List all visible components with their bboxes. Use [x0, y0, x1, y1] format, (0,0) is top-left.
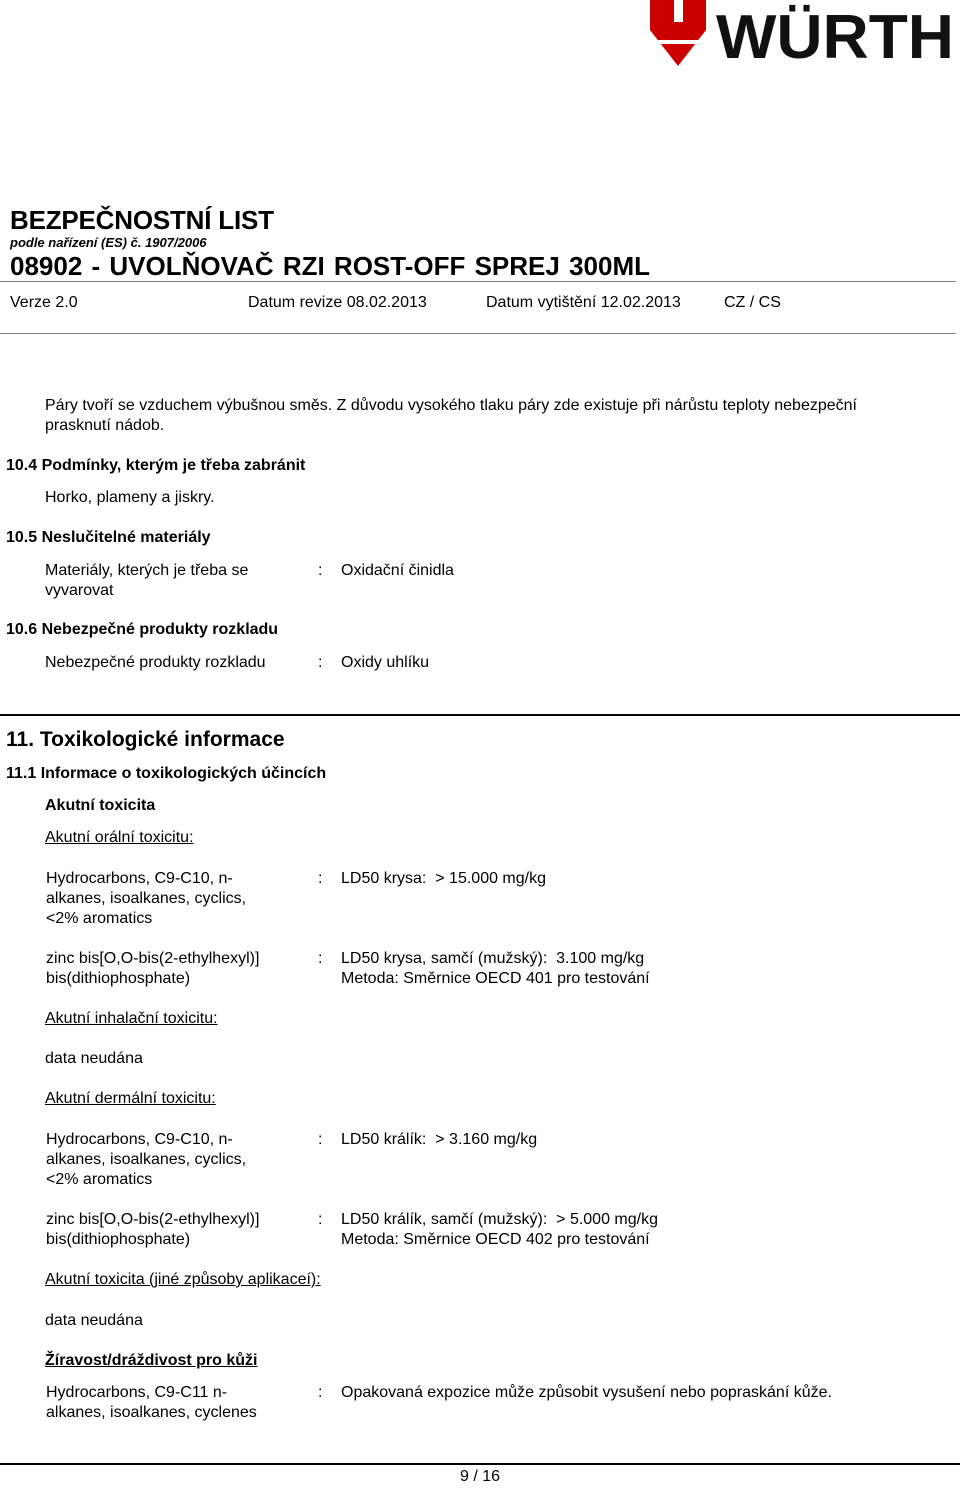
other-routes-no-data: data neudána [45, 1312, 143, 1329]
field-colon: : [318, 950, 323, 967]
subsection-10-5-heading: 10.5 Neslučitelné materiály [6, 529, 211, 546]
acute-inhalation-label: Akutní inhalační toxicitu: [45, 1010, 218, 1027]
inhalation-no-data: data neudána [45, 1050, 143, 1067]
wurth-logo-graphic [648, 0, 958, 66]
reactivity-text-line1: Páry tvoří se vzduchem výbušnou směs. Z důvodu vysokého tlaku páry zde existuje při nárůstu teploty nebezpeční [45, 397, 857, 414]
field-colon: : [318, 654, 323, 671]
revision-date: Datum revize 08.02.2013 [248, 294, 427, 311]
reactivity-text-line2: prasknutí nádob. [45, 417, 165, 434]
field-colon: : [318, 1131, 323, 1148]
incompatible-materials-value: Oxidační činidla [341, 562, 454, 579]
header-divider [0, 281, 956, 282]
substance-name-line: Hydrocarbons, C9-C11 n- [46, 1384, 228, 1401]
acute-other-routes-label: Akutní toxicita (jiné způsoby aplikaceí): [45, 1271, 321, 1288]
oral-ld50-value: LD50 krysa: > 15.000 mg/kg [341, 870, 546, 887]
acute-toxicity-heading: Akutní toxicita [45, 797, 156, 814]
section-divider [0, 714, 960, 716]
substance-name-line: bis(dithiophosphate) [46, 970, 191, 987]
conditions-to-avoid-text: Horko, plameny a jiskry. [45, 489, 215, 506]
substance-name-line: alkanes, isoalkanes, cyclics, [46, 890, 247, 907]
product-name: 08902 - UVOLŇOVAČ RZI ROST-OFF SPREJ 300ML [10, 251, 650, 281]
subsection-11-1-heading: 11.1 Informace o toxikologických účincích [6, 765, 327, 782]
dermal-method-value: Metoda: Směrnice OECD 402 pro testování [341, 1231, 650, 1248]
decomposition-products-label: Nebezpečné produkty rozkladu [45, 654, 266, 671]
field-colon: : [318, 1384, 323, 1401]
dermal-ld50-value: LD50 králík, samčí (mužský): > 5.000 mg/kg [341, 1211, 658, 1228]
oral-ld50-value: LD50 krysa, samčí (mužský): 3.100 mg/kg [341, 950, 645, 967]
meta-divider [0, 333, 956, 334]
subsection-10-4-heading: 10.4 Podmínky, kterým je třeba zabránit [6, 457, 306, 474]
field-colon: : [318, 562, 323, 579]
substance-name-line: zinc bis[O,O-bis(2-ethylhexyl)] [46, 950, 260, 967]
logo-wordmark: WÜRTH [716, 3, 954, 66]
subsection-10-6-heading: 10.6 Nebezpečné produkty rozkladu [6, 621, 279, 638]
substance-name-line: alkanes, isoalkanes, cyclics, [46, 1151, 247, 1168]
incompatible-materials-label-line1: Materiály, kterých je třeba se [45, 562, 249, 579]
oral-method-value: Metoda: Směrnice OECD 401 pro testování [341, 970, 650, 987]
substance-name-line: Hydrocarbons, C9-C10, n- [46, 870, 233, 887]
locale-label: CZ / CS [724, 294, 781, 311]
substance-name-line: bis(dithiophosphate) [46, 1231, 191, 1248]
regulation-reference: podle nařízení (ES) č. 1907/2006 [10, 235, 207, 250]
dermal-ld50-value: LD50 králík: > 3.160 mg/kg [341, 1131, 538, 1148]
skin-effect-value: Opakovaná expozice může způsobit vysušení nebo popraskání kůže. [341, 1384, 832, 1401]
skin-corrosion-heading: Žíravost/dráždivost pro kůži [45, 1352, 258, 1369]
incompatible-materials-label-line2: vyvarovat [45, 582, 114, 599]
acute-dermal-label: Akutní dermální toxicitu: [45, 1090, 216, 1107]
field-colon: : [318, 870, 323, 887]
print-date: Datum vytištění 12.02.2013 [486, 294, 681, 311]
field-colon: : [318, 1211, 323, 1228]
decomposition-products-value: Oxidy uhlíku [341, 654, 430, 671]
wurth-logo [648, 0, 958, 66]
section-11-title: 11. Toxikologické informace [6, 728, 285, 751]
substance-name-line: Hydrocarbons, C9-C10, n- [46, 1131, 233, 1148]
document-title: BEZPEČNOSTNÍ LIST [10, 205, 274, 235]
logo-emblem [650, 0, 706, 66]
footer-divider [0, 1463, 960, 1465]
substance-name-line: zinc bis[O,O-bis(2-ethylhexyl)] [46, 1211, 260, 1228]
logo-stripe [648, 40, 708, 44]
version-label: Verze 2.0 [10, 294, 78, 311]
acute-oral-label: Akutní orální toxicitu: [45, 829, 194, 846]
page-number: 9 / 16 [459, 1468, 501, 1485]
substance-name-line: <2% aromatics [46, 1171, 153, 1188]
substance-name-line: <2% aromatics [46, 910, 153, 927]
substance-name-line: alkanes, isoalkanes, cyclenes [46, 1404, 257, 1421]
